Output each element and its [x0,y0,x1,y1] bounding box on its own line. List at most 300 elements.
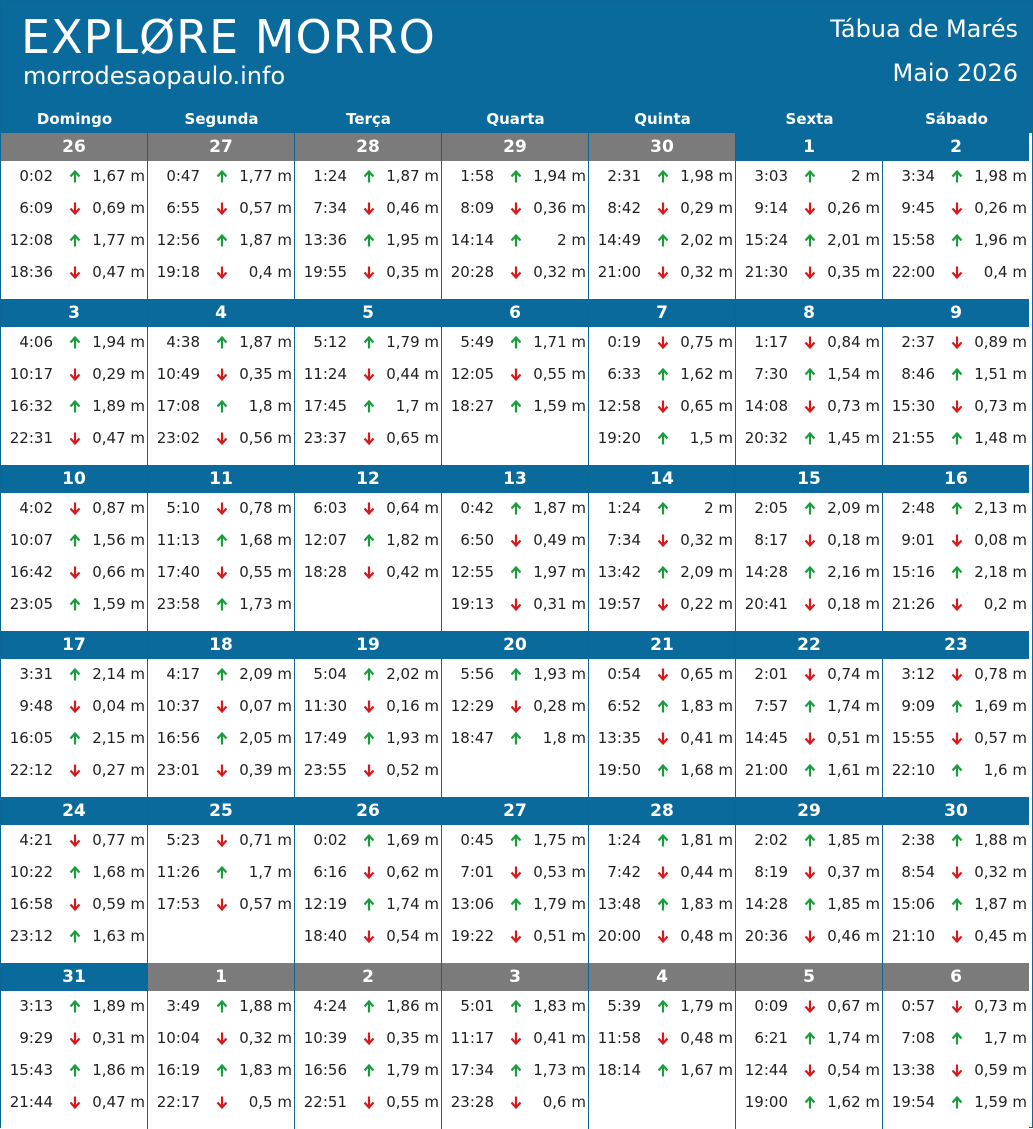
tide-entry [883,694,1029,718]
tide-entry [442,528,588,552]
tide-time: 18:40 [303,927,347,945]
day-cell [295,299,442,465]
tide-height: 0,42 m [386,563,439,581]
tide-entry [295,924,441,948]
tide-height: 0,47 m [92,1093,145,1111]
arrow-up-icon [69,726,81,750]
tide-entry [883,758,1029,782]
arrow-up-icon [363,394,375,418]
tide-time: 23:02 [156,429,200,447]
arrow-up-icon [951,1026,963,1050]
tide-entry [295,1058,441,1082]
tide-entry [295,1026,441,1050]
arrow-up-icon [69,662,81,686]
tide-height: 0,53 m [533,863,586,881]
arrow-down-icon [804,330,816,354]
tide-entry [736,994,882,1018]
arrow-up-icon [657,994,669,1018]
tide-entry [442,362,588,386]
tide-list [442,659,588,797]
tide-entry [442,828,588,852]
tide-height: 1,67 m [680,1061,733,1079]
tide-height: 1,62 m [680,365,733,383]
tide-height: 1,48 m [974,429,1027,447]
tide-entry [1,496,147,520]
tide-entry [148,892,294,916]
tide-time: 9:14 [754,199,788,217]
arrow-up-icon [216,1058,228,1082]
tide-entry [589,560,735,584]
tide-list [736,991,882,1129]
tide-height: 0,26 m [974,199,1027,217]
tide-entry [736,592,882,616]
tide-time: 15:58 [891,231,935,249]
tide-height: 1,98 m [974,167,1027,185]
day-number: 19 [295,631,441,659]
tide-entry [736,528,882,552]
brand-logo-title: EXPLØRE MORRO [21,10,436,64]
day-number: 4 [148,299,294,327]
day-cell [442,299,589,465]
day-cell [1,963,148,1129]
day-number: 1 [736,133,882,161]
tide-entry [1,694,147,718]
tide-entry [295,394,441,418]
arrow-up-icon [657,426,669,450]
arrow-down-icon [363,260,375,284]
tide-entry [442,592,588,616]
arrow-up-icon [510,726,522,750]
arrow-up-icon [510,1058,522,1082]
tide-time: 14:49 [597,231,641,249]
arrow-down-icon [657,1026,669,1050]
tide-entry [883,196,1029,220]
tide-height: 0,65 m [386,429,439,447]
tide-list [883,825,1029,963]
arrow-down-icon [363,196,375,220]
tide-time: 10:39 [303,1029,347,1047]
tide-height: 0,48 m [680,927,733,945]
tide-entry [295,860,441,884]
tide-time: 4:02 [19,499,53,517]
tide-entry [736,164,882,188]
arrow-down-icon [657,196,669,220]
arrow-up-icon [951,362,963,386]
tide-entry [883,394,1029,418]
tide-list [883,493,1029,631]
tide-height: 0,87 m [92,499,145,517]
day-number: 27 [442,797,588,825]
tide-time: 13:35 [597,729,641,747]
tide-list [148,825,294,963]
arrow-down-icon [804,260,816,284]
day-cell [589,631,736,797]
tide-height: 1,79 m [533,895,586,913]
calendar-week-row [1,797,1032,963]
tide-time: 13:38 [891,1061,935,1079]
arrow-down-icon [216,1026,228,1050]
tide-list [148,161,294,299]
tide-time: 11:58 [597,1029,641,1047]
tide-height: 0,46 m [386,199,439,217]
tide-entry [736,892,882,916]
arrow-up-icon [363,1058,375,1082]
arrow-up-icon [363,726,375,750]
arrow-up-icon [363,994,375,1018]
tide-height: 1,77 m [239,167,292,185]
tide-entry [736,496,882,520]
tide-height: 1,73 m [533,1061,586,1079]
document-title: Tábua de Marés [830,15,1018,43]
arrow-up-icon [69,528,81,552]
tide-height: 0,73 m [827,397,880,415]
tide-entry [736,828,882,852]
tide-height: 0,22 m [680,595,733,613]
tide-height: 0,59 m [92,895,145,913]
weekday-label: Quarta [486,110,545,128]
tide-time: 3:13 [19,997,53,1015]
tide-entry [883,994,1029,1018]
day-cell [736,465,883,631]
tide-list [883,161,1029,299]
tide-height: 1,61 m [827,761,880,779]
tide-height: 1,87 m [386,167,439,185]
tide-height: 0,04 m [92,697,145,715]
tide-entry [148,592,294,616]
tide-time: 9:29 [19,1029,53,1047]
tide-list [883,327,1029,465]
tide-time: 12:08 [9,231,53,249]
tide-height: 0,32 m [533,263,586,281]
arrow-down-icon [69,426,81,450]
tide-height: 0,47 m [92,429,145,447]
tide-entry [883,892,1029,916]
tide-time: 0:09 [754,997,788,1015]
day-number: 5 [295,299,441,327]
tide-height: 1,98 m [680,167,733,185]
arrow-down-icon [216,560,228,584]
tide-height: 1,67 m [92,167,145,185]
tide-height: 0,71 m [239,831,292,849]
tide-time: 19:22 [450,927,494,945]
tide-list [442,825,588,963]
arrow-down-icon [363,1026,375,1050]
tide-entry [589,1026,735,1050]
arrow-up-icon [804,1026,816,1050]
tide-entry [736,1058,882,1082]
tide-height: 0,64 m [386,499,439,517]
tide-height: 0,37 m [827,863,880,881]
tide-time: 6:50 [460,531,494,549]
tide-time: 7:08 [901,1029,935,1047]
arrow-up-icon [363,892,375,916]
tide-time: 10:37 [156,697,200,715]
tide-time: 4:38 [166,333,200,351]
tide-entry [295,560,441,584]
tide-time: 18:14 [597,1061,641,1079]
tide-entry [295,528,441,552]
tide-entry [736,758,882,782]
tide-entry [883,330,1029,354]
day-cell [1,133,148,299]
arrow-down-icon [363,1090,375,1114]
tide-time: 16:32 [9,397,53,415]
tide-entry [883,662,1029,686]
day-cell [589,465,736,631]
tide-entry [442,860,588,884]
tide-entry [442,260,588,284]
tide-list [1,493,147,631]
tide-time: 17:45 [303,397,347,415]
tide-entry [148,994,294,1018]
tide-time: 7:01 [460,863,494,881]
tide-height: 1,74 m [827,697,880,715]
arrow-up-icon [657,758,669,782]
tide-time: 3:49 [166,997,200,1015]
arrow-up-icon [69,394,81,418]
tide-entry [589,528,735,552]
arrow-down-icon [69,1090,81,1114]
day-cell [589,133,736,299]
arrow-up-icon [804,228,816,252]
tide-height: 0,55 m [533,365,586,383]
tide-entry [883,1026,1029,1050]
weekday-label: Domingo [36,110,113,128]
tide-height: 1,85 m [827,895,880,913]
tide-time: 20:41 [744,595,788,613]
day-number: 30 [883,797,1029,825]
tide-entry [295,362,441,386]
tide-entry [1,828,147,852]
tide-time: 20:00 [597,927,641,945]
tide-list [442,493,588,631]
tide-entry [295,164,441,188]
tide-height: 2,02 m [680,231,733,249]
tide-time: 5:12 [313,333,347,351]
arrow-up-icon [804,164,816,188]
tide-height: 0,29 m [92,365,145,383]
arrow-down-icon [510,362,522,386]
day-cell [148,963,295,1129]
tide-time: 23:05 [9,595,53,613]
tide-list [148,493,294,631]
tide-time: 19:54 [891,1093,935,1111]
tide-height: 0,51 m [533,927,586,945]
tide-time: 7:34 [607,531,641,549]
tide-entry [1,726,147,750]
tide-entry [295,828,441,852]
tide-entry [736,362,882,386]
tide-height: 2,13 m [974,499,1027,517]
arrow-down-icon [951,924,963,948]
tide-entry [736,694,882,718]
tide-entry [883,164,1029,188]
weekday-label: Quinta [634,110,691,128]
day-cell [148,631,295,797]
tide-height: 0,75 m [680,333,733,351]
tide-entry [736,560,882,584]
tide-height: 0,08 m [974,531,1027,549]
tide-time: 15:55 [891,729,935,747]
day-number: 8 [736,299,882,327]
arrow-down-icon [951,662,963,686]
tide-entry [442,662,588,686]
tide-time: 1:24 [313,167,347,185]
day-number: 21 [589,631,735,659]
tide-entry [1,528,147,552]
tide-time: 22:17 [156,1093,200,1111]
arrow-down-icon [363,426,375,450]
arrow-down-icon [69,362,81,386]
tide-time: 16:19 [156,1061,200,1079]
arrow-down-icon [951,528,963,552]
tide-height: 0,78 m [239,499,292,517]
tide-height: 1,71 m [533,333,586,351]
arrow-up-icon [951,1090,963,1114]
tide-entry [295,662,441,686]
tide-time: 5:23 [166,831,200,849]
tide-time: 3:03 [754,167,788,185]
tide-time: 10:04 [156,1029,200,1047]
tide-time: 21:10 [891,927,935,945]
tide-entry [148,496,294,520]
tide-entry [295,1090,441,1114]
tide-height: 2,16 m [827,563,880,581]
tide-time: 0:54 [607,665,641,683]
tide-entry [442,994,588,1018]
brand-url: morrodesaopaulo.info [23,62,286,90]
tide-entry [1,994,147,1018]
day-cell [442,797,589,963]
tide-height: 0,55 m [239,563,292,581]
arrow-down-icon [804,394,816,418]
tide-height: 0,32 m [680,263,733,281]
tide-entry [883,1058,1029,1082]
tide-height: 0,59 m [974,1061,1027,1079]
tide-time: 8:46 [901,365,935,383]
tide-height: 0,18 m [827,595,880,613]
tide-entry [589,330,735,354]
tide-time: 2:38 [901,831,935,849]
tide-time: 4:06 [19,333,53,351]
tide-time: 20:36 [744,927,788,945]
tide-time: 20:28 [450,263,494,281]
day-cell [883,631,1029,797]
tide-height: 0,45 m [974,927,1027,945]
day-cell [883,963,1029,1129]
day-number: 5 [736,963,882,991]
tide-height: 1,94 m [533,167,586,185]
tide-entry [442,330,588,354]
tide-height: 0,52 m [386,761,439,779]
tide-entry [148,260,294,284]
tide-height: 0,6 m [542,1093,586,1111]
tide-time: 18:27 [450,397,494,415]
tide-time: 12:56 [156,231,200,249]
day-cell [736,133,883,299]
tide-time: 2:02 [754,831,788,849]
calendar-week-row [1,299,1032,465]
tide-time: 19:18 [156,263,200,281]
arrow-down-icon [804,592,816,616]
tide-time: 0:42 [460,499,494,517]
tide-entry [883,560,1029,584]
tide-height: 0,35 m [386,1029,439,1047]
day-number: 12 [295,465,441,493]
tide-height: 1,63 m [92,927,145,945]
arrow-down-icon [69,1026,81,1050]
tide-time: 10:17 [9,365,53,383]
tide-height: 2,18 m [974,563,1027,581]
arrow-down-icon [69,828,81,852]
tide-height: 1,93 m [533,665,586,683]
tide-height: 1,51 m [974,365,1027,383]
tide-height: 0,16 m [386,697,439,715]
arrow-down-icon [510,694,522,718]
tide-entry [1,924,147,948]
arrow-down-icon [216,496,228,520]
tide-height: 1,94 m [92,333,145,351]
tide-height: 1,75 m [533,831,586,849]
tide-height: 0,2 m [983,595,1027,613]
arrow-down-icon [363,758,375,782]
day-cell [883,797,1029,963]
tide-time: 6:16 [313,863,347,881]
tide-time: 1:24 [607,499,641,517]
tide-height: 0,41 m [680,729,733,747]
tide-height: 1,83 m [680,895,733,913]
day-number: 16 [883,465,1029,493]
arrow-up-icon [216,228,228,252]
tide-entry [1,330,147,354]
tide-entry [589,662,735,686]
day-number: 24 [1,797,147,825]
tide-height: 0,27 m [92,761,145,779]
day-number: 9 [883,299,1029,327]
tide-height: 0,73 m [974,997,1027,1015]
tide-time: 6:33 [607,365,641,383]
arrow-up-icon [216,394,228,418]
tide-entry [1,1026,147,1050]
day-cell [736,631,883,797]
tide-time: 22:31 [9,429,53,447]
tide-list [295,991,441,1129]
day-number: 11 [148,465,294,493]
tide-time: 12:19 [303,895,347,913]
tide-time: 2:31 [607,167,641,185]
arrow-down-icon [657,260,669,284]
tide-time: 15:24 [744,231,788,249]
tide-time: 5:56 [460,665,494,683]
tide-height: 1,5 m [689,429,733,447]
tide-height: 1,8 m [542,729,586,747]
tide-time: 22:10 [891,761,935,779]
tide-entry [589,164,735,188]
tide-entry [148,362,294,386]
arrow-up-icon [363,662,375,686]
tide-time: 11:17 [450,1029,494,1047]
arrow-up-icon [951,694,963,718]
tide-time: 12:58 [597,397,641,415]
calendar-week-row [1,963,1032,1129]
day-cell [736,299,883,465]
day-number: 6 [883,963,1029,991]
day-cell [442,133,589,299]
arrow-up-icon [216,662,228,686]
arrow-down-icon [69,196,81,220]
tide-entry [736,260,882,284]
day-cell [1,299,148,465]
